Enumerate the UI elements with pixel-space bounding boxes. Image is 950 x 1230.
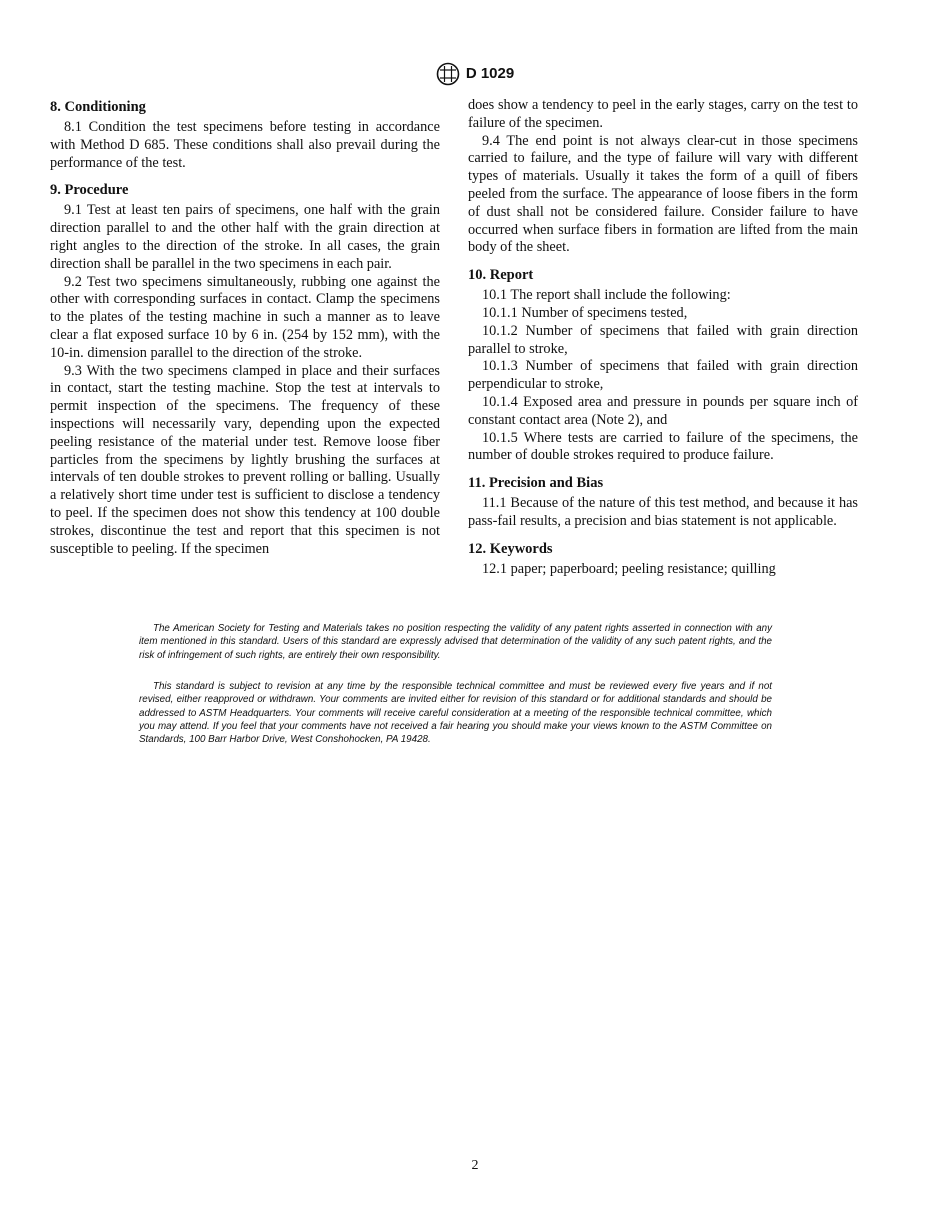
section-heading-procedure: 9. Procedure — [50, 182, 129, 199]
paragraph-10-1-1: 10.1.1 Number of specimens tested, — [482, 304, 688, 321]
paragraph-10-1: 10.1 The report shall include the following: — [482, 287, 731, 304]
paragraph-9-3: 9.3 With the two specimens clamped in place and their surfaces in contact, start the testing machine. Stop the test at intervals to permit inspection of the specimens. The frequency of these inspections will necessarily vary, depending upon the expected peeling resistance of the material under test. Remove loose fiber particles from the specimens by lightly brushing the surfaces at intervals of ten double strokes to prevent rolling or balling. Usually a relatively short time under test is sufficient to disclose a tendency to peel. If the specimen does not show this tendency at 100 double strokes, discontinue the test and report that this specimen is not susceptible to peeling. If the specimen — [50, 362, 440, 557]
paragraph-10-1-2: 10.1.2 Number of specimens that failed with grain direction parallel to stroke, — [468, 322, 858, 357]
paragraph-10-1-3: 10.1.3 Number of specimens that failed with grain direction perpendicular to stroke, — [468, 358, 858, 393]
paragraph-9-2: 9.2 Test two specimens simultaneously, rubbing one against the other with corresponding surfaces in contact. Clamp the specimens to the plates of the testing machine in such a manner as to leave clear a flat exposed surface 10 by 6 in. (254 by 152 mm), with the 10-in. dimension parallel to the direction of the stroke. — [50, 273, 440, 361]
paragraph-10-1-5: 10.1.5 Where tests are carried to failure of the specimens, the number of double strokes required to produce failure. — [468, 429, 858, 464]
revision-notice: This standard is subject to revision at any time by the responsible technical committee and must be reviewed every five years and if not revised, either reapproved or withdrawn. Your comments are invited either for revision of this standard or for additional standards and should be addressed to ASTM Headquarters. Your comments will receive careful consideration at a meeting of the responsible technical committee, which you may attend. If you feel that your comments have not received a fair hearing you should make your views known to the ASTM Committee on Standards, 100 Barr Harbor Drive, West Conshohocken, PA 19428. — [139, 681, 772, 746]
left-column — [50, 97, 440, 558]
paragraph-8-1: 8.1 Condition the test specimens before testing in accordance with Method D 685. These conditions shall also prevail during the performance of the test. — [50, 119, 440, 171]
section-heading-keywords: 12. Keywords — [468, 540, 553, 557]
section-heading-conditioning: 8. Conditioning — [50, 99, 146, 115]
astm-logo-icon — [436, 62, 460, 86]
paragraph-9-3-continued: does show a tendency to peel in the early stages, carry on the test to failure of the specimen. — [468, 97, 858, 131]
paragraph-11-1: 11.1 Because of the nature of this test method, and because it has pass-fail results, a precision and bias statement is not applicable. — [468, 495, 858, 529]
patent-notice: The American Society for Testing and Materials takes no position respecting the validity of any patent rights asserted in connection with any item mentioned in this standard. Users of this standard are expressly advised that determination of the validity of any such patent rights, and the risk of infringement of such rights, are entirely their own responsibility. — [139, 623, 772, 661]
section-heading-precision-and-bias: 11. Precision and Bias — [468, 475, 604, 492]
paragraph-12-1: 12.1 paper; paperboard; peeling resistance; quilling — [482, 560, 776, 577]
page-number: 2 — [471, 1158, 479, 1173]
document-designation: D 1029 — [465, 65, 515, 83]
page-header — [0, 62, 950, 86]
section-heading-report: 10. Report — [468, 267, 534, 284]
paragraph-10-1-4: 10.1.4 Exposed area and pressure in pounds per square inch of constant contact area (Note 2), and — [468, 393, 858, 428]
paragraph-9-4: 9.4 The end point is not always clear-cut in those specimens carried to failure, and the type of failure will vary with different types of materials. Usually it takes the form of a quill of fibers peeled from the surface. The appearance of loose fibers in the form of dust shall not be considered failure. Consider failure to have occurred when surface fibers in formation are lifted from the main body of the sheet. — [468, 132, 858, 256]
paragraph-9-1: 9.1 Test at least ten pairs of specimens, one half with the grain direction parallel to and the other half with the grain direction at right angles to the direction of the stroke. In all cases, the grain direction shall be parallel in the two specimens in each pair. — [50, 202, 440, 272]
right-column — [468, 97, 858, 579]
